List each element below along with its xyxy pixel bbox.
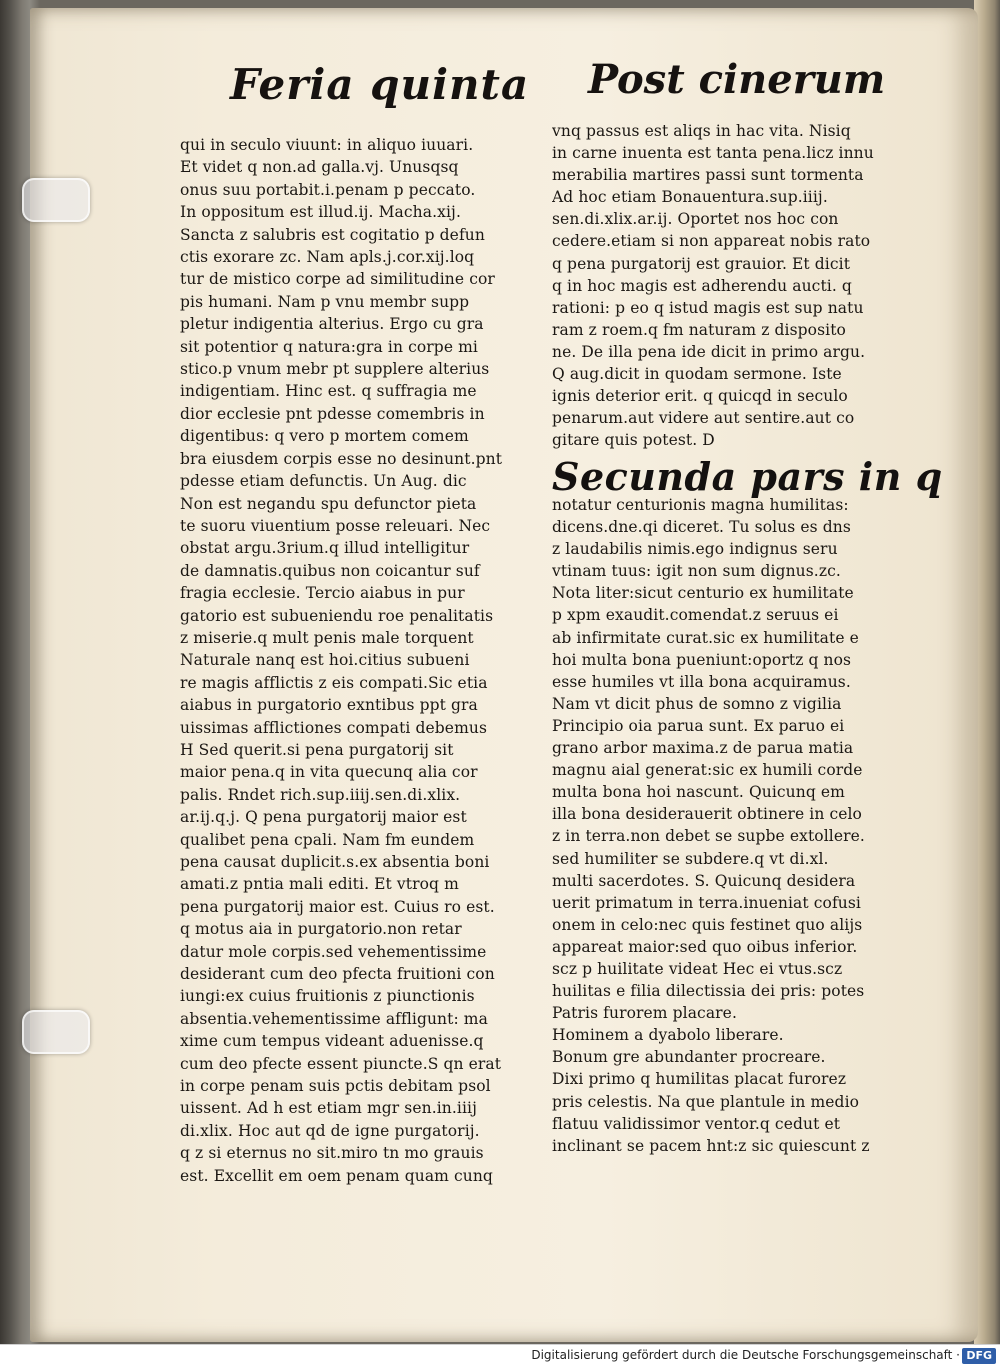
text-line: rationi: p eo q istud magis est sup natu: [552, 298, 864, 317]
text-line: datur mole corpis.sed vehementissime: [180, 942, 487, 961]
text-line: Principio oia parua sunt. Ex paruo ei: [552, 716, 845, 735]
text-line: grano arbor maxima.z de parua matia: [552, 739, 854, 758]
right-text-column-bottom: [552, 494, 887, 1157]
text-line: z in terra.non debet se supbe extollere.: [552, 827, 865, 846]
running-header-left: Feria quinta: [230, 60, 530, 109]
text-line: cum deo pfecte essent piuncte.S qn erat: [180, 1054, 502, 1073]
text-line: q z si eternus no sit.miro tn mo grauis: [180, 1144, 484, 1163]
text-line: ram z roem.q fm naturam z disposito: [552, 320, 846, 339]
text-line: qualibet pena cpali. Nam fm eundem: [180, 830, 475, 849]
text-line: onem in celo:nec quis festinet quo alijs: [552, 915, 863, 934]
text-line: gitare quis potest. D: [552, 431, 715, 450]
text-line: sit potentior q natura:gra in corpe mi: [180, 337, 478, 356]
text-line: p xpm exaudit.comendat.z seruus ei: [552, 606, 839, 625]
text-line: Dixi primo q humilitas placat furorez: [552, 1070, 847, 1089]
text-line: ar.ij.q.j. Q pena purgatorij maior est: [180, 808, 467, 827]
text-line: onus suu portabit.i.penam p peccato.: [180, 180, 476, 199]
text-line: Ad hoc etiam Bonauentura.sup.iiij.: [552, 188, 828, 207]
dfg-logo: DFG: [962, 1348, 996, 1364]
right-text-column-top: [552, 120, 887, 451]
text-line: iungi:ex cuius fruitionis z piunctionis: [180, 987, 475, 1006]
text-line: Bonum gre abundanter procreare.: [552, 1048, 826, 1067]
text-line: notatur centurionis magna humilitas:: [552, 496, 849, 514]
text-line: H Sed querit.si pena purgatorij sit: [180, 740, 454, 759]
text-line: dior ecclesie pnt pdesse comembris in: [180, 404, 485, 423]
text-line: pis humani. Nam p vnu membr supp: [180, 292, 470, 311]
funding-notice: Digitalisierung gefördert durch die Deutsche Forschungsgemeinschaft ·: [531, 1348, 960, 1362]
left-text-column: [180, 134, 515, 1187]
footer-bar: [0, 1344, 1000, 1368]
text-line: stico.p vnum mebr pt supplere alterius: [180, 360, 490, 379]
text-line: sen.di.xlix.ar.ij. Oportet nos hoc con: [552, 210, 839, 229]
text-line: z laudabilis nimis.ego indignus seru: [552, 540, 838, 559]
text-line: flatuu validissimor ventor.q cedut et: [552, 1114, 841, 1133]
text-line: Non est negandu spu defunctor pieta: [180, 494, 477, 513]
text-line: pena purgatorij maior est. Cuius ro est.: [180, 897, 495, 916]
text-line: inclinant se pacem hnt:z sic quiescunt z: [552, 1136, 870, 1155]
text-line: Hominem a dyabolo liberare.: [552, 1026, 784, 1045]
text-line: di.xlix. Hoc aut qd de igne purgatorij.: [180, 1121, 480, 1140]
running-header-right: Post cinerum: [588, 56, 886, 103]
text-line: Patris furorem placare.: [552, 1004, 737, 1023]
text-line: uissimas afflictiones compati debemus: [180, 718, 488, 737]
text-line: qui in seculo viuunt: in aliquo iuuari.: [180, 136, 474, 154]
text-line: penarum.aut videre aut sentire.aut co: [552, 409, 855, 428]
text-line: pena causat duplicit.s.ex absentia boni: [180, 853, 490, 871]
text-line: Et videt q non.ad galla.vj. Unusqsq: [180, 158, 459, 177]
text-line: multa bona hoi nascunt. Quicunq em: [552, 783, 845, 802]
text-line: magnu aial generat:sic ex humili corde: [552, 761, 863, 780]
text-line: est. Excellit em oem penam quam cunq: [180, 1166, 493, 1185]
text-line: pdesse etiam defunctis. Un Aug. dic: [180, 472, 467, 491]
text-line: In oppositum est illud.ij. Macha.xij.: [180, 203, 461, 222]
text-line: ignis deterior erit. q quicqd in seculo: [552, 387, 848, 406]
text-line: pris celestis. Na que plantule in medio: [552, 1092, 860, 1111]
text-line: tur de mistico corpe ad similitudine cor: [180, 270, 495, 289]
text-line: desiderant cum deo pfecta fruitioni con: [180, 965, 495, 984]
text-line: sed humiliter se subdere.q vt di.xl.: [552, 849, 829, 868]
text-line: gatorio est subueniendu roe penalitatis: [180, 606, 494, 625]
text-line: indigentiam. Hinc est. q suffragia me: [180, 382, 477, 401]
text-line: maior pena.q in vita quecunq alia cor: [180, 763, 478, 782]
page-clip-top: [22, 178, 90, 222]
text-line: ab infirmitate curat.sic ex humilitate e: [552, 628, 859, 647]
text-line: amati.z pntia mali editi. Et vtroq m: [180, 875, 459, 894]
text-line: aiabus in purgatorio exntibus ppt gra: [180, 696, 478, 715]
text-line: huilitas e filia dilectissia dei pris: potes: [552, 982, 865, 1001]
text-line: Sancta z salubris est cogitatio p defun: [180, 225, 485, 244]
text-line: scz p huilitate videat Hec ei vtus.scz: [552, 959, 843, 978]
text-line: Nota liter:sicut centurio ex humilitate: [552, 584, 854, 603]
text-line: bra eiusdem corpis esse no desinunt.pnt: [180, 449, 503, 468]
text-line: vnq passus est aliqs in hac vita. Nisiq: [552, 122, 851, 140]
text-line: de damnatis.quibus non coicantur suf: [180, 561, 480, 580]
text-line: uerit primatum in terra.inueniat cofusi: [552, 893, 861, 912]
text-line: palis. Rndet rich.sup.iiij.sen.di.xlix.: [180, 785, 461, 804]
text-line: cedere.etiam si non appareat nobis rato: [552, 232, 871, 251]
section-heading: Secunda pars in q: [552, 454, 943, 499]
text-line: illa bona desiderauerit obtinere in celo: [552, 805, 862, 824]
text-line: ctis exorare zc. Nam apls.j.cor.xij.loq: [180, 248, 475, 267]
text-line: appareat maior:sed quo oibus inferior.: [552, 937, 858, 956]
text-line: multi sacerdotes. S. Quicunq desidera: [552, 871, 856, 890]
text-line: te suoru viuentium posse releuari. Nec: [180, 516, 491, 535]
text-line: fragia ecclesie. Tercio aiabus in pur: [180, 584, 465, 603]
text-line: Nam vt dicit phus de somno z vigilia: [552, 694, 842, 713]
text-line: merabilia martires passi sunt tormenta: [552, 166, 864, 185]
text-line: z miserie.q mult penis male torquent: [180, 628, 474, 647]
text-line: re magis afflictis z eis compati.Sic etia: [180, 673, 488, 692]
text-line: esse humiles vt illa bona acquiramus.: [552, 672, 851, 691]
text-line: q motus aia in purgatorio.non retar: [180, 920, 462, 939]
text-line: in corpe penam suis pctis debitam psol: [180, 1077, 491, 1096]
text-line: dicens.dne.qi diceret. Tu solus es dns: [552, 518, 851, 537]
text-line: in carne inuenta est tanta pena.licz innu: [552, 144, 874, 163]
text-line: digentibus: q vero p mortem comem: [180, 427, 469, 446]
text-line: q in hoc magis est adherendu aucti. q: [552, 276, 852, 295]
text-line: xime cum tempus videant aduenisse.q: [180, 1032, 484, 1051]
text-line: obstat argu.3rium.q illud intelligitur: [180, 539, 470, 558]
text-line: vtinam tuus: igit non sum dignus.zc.: [552, 562, 841, 581]
text-line: uissent. Ad h est etiam mgr sen.in.iiij: [180, 1099, 477, 1118]
text-line: ne. De illa pena ide dicit in primo argu.: [552, 342, 866, 361]
text-line: Naturale nanq est hoi.citius subueni: [180, 651, 470, 670]
text-line: hoi multa bona pueniunt:oportz q nos: [552, 650, 852, 669]
text-line: pletur indigentia alterius. Ergo cu gra: [180, 315, 484, 334]
page-clip-bottom: [22, 1010, 90, 1054]
text-line: Q aug.dicit in quodam sermone. Iste: [552, 365, 842, 384]
text-line: q pena purgatorij est grauior. Et dicit: [552, 254, 851, 273]
text-line: absentia.vehementissime affligunt: ma: [180, 1009, 488, 1028]
